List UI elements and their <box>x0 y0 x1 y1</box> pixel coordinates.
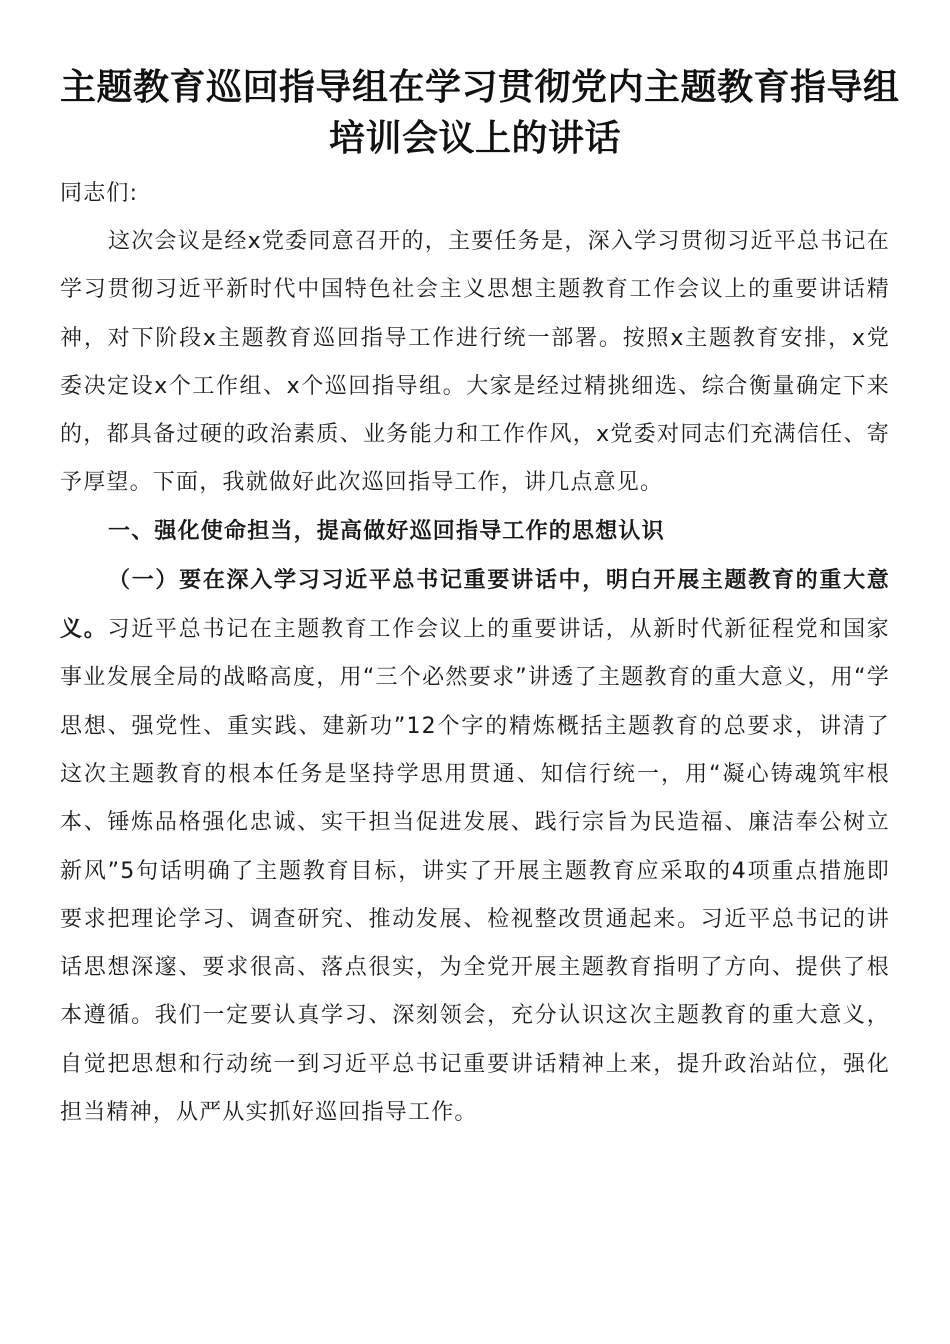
document-page <box>60 62 900 1137</box>
document-title <box>60 62 900 164</box>
greeting: 同志们: <box>60 181 139 206</box>
section-1-item-1-lead: （一）要在深入学习习近平总书记重要讲话中，明白开展主题教育的重大意义。 <box>60 566 890 643</box>
title-line-1: 主题教育巡回指导组在学习贯彻党内主题教育指导组 <box>60 66 900 108</box>
title-line-2: 培训会议上的讲话 <box>328 117 621 159</box>
intro-paragraph: 这次会议是经x党委同意召开的，主要任务是，深入学习贯彻习近平总书记在学习贯彻习近平新时代中国特色社会主义思想主题教育工作会议上的重要讲话精神，对下阶段x主题教育巡回指导工作进行统一部署。按照x主题教育安排，x党委决定设x个工作组、x个巡回指导组。大家是经过精挑细选、综合衡量确定下来的，都具备过硬的政治素质、业务能力和工作作风，x党委对同志们充满信任、寄予厚望。下面，我就做好此次巡回指导工作，讲几点意见。 <box>60 229 890 496</box>
section-1-item-1-body: 习近平总书记在主题教育工作会议上的重要讲话，从新时代新征程党和国家事业发展全局的战略高度，用“三个必然要求”讲透了主题教育的重大意义，用“学思想、强党性、重实践、建新功”12个字的精炼概括主题教育的总要求，讲清了这次主题教育的根本任务是坚持学思用贯通、知信行统一，用“凝心铸魂筑牢根本、锤炼品格强化忠诚、实干担当促进发展、践行宗旨为民造福、廉洁奉公树立新风”5句话明确了主题教育目标，讲实了开展主题教育应采取的4项重点措施即要求把理论学习、调查研究、推动发展、检视整改贯通起来。习近平总书记的讲话思想深邃、要求很高、落点很实，为全党开展主题教育指明了方向、提供了根本遵循。我们一定要认真学习、深刻领会，充分认识这次主题教育的重大意义，自觉把思想和行动统一到习近平总书记重要讲话精神上来，提升政治站位，强化担当精神，从严从实抓好巡回指导工作。 <box>60 617 890 1126</box>
section-1-heading: 一、强化使命担当，提高做好巡回指导工作的思想认识 <box>108 518 665 544</box>
section-1-item-1-paragraph <box>60 556 890 1138</box>
